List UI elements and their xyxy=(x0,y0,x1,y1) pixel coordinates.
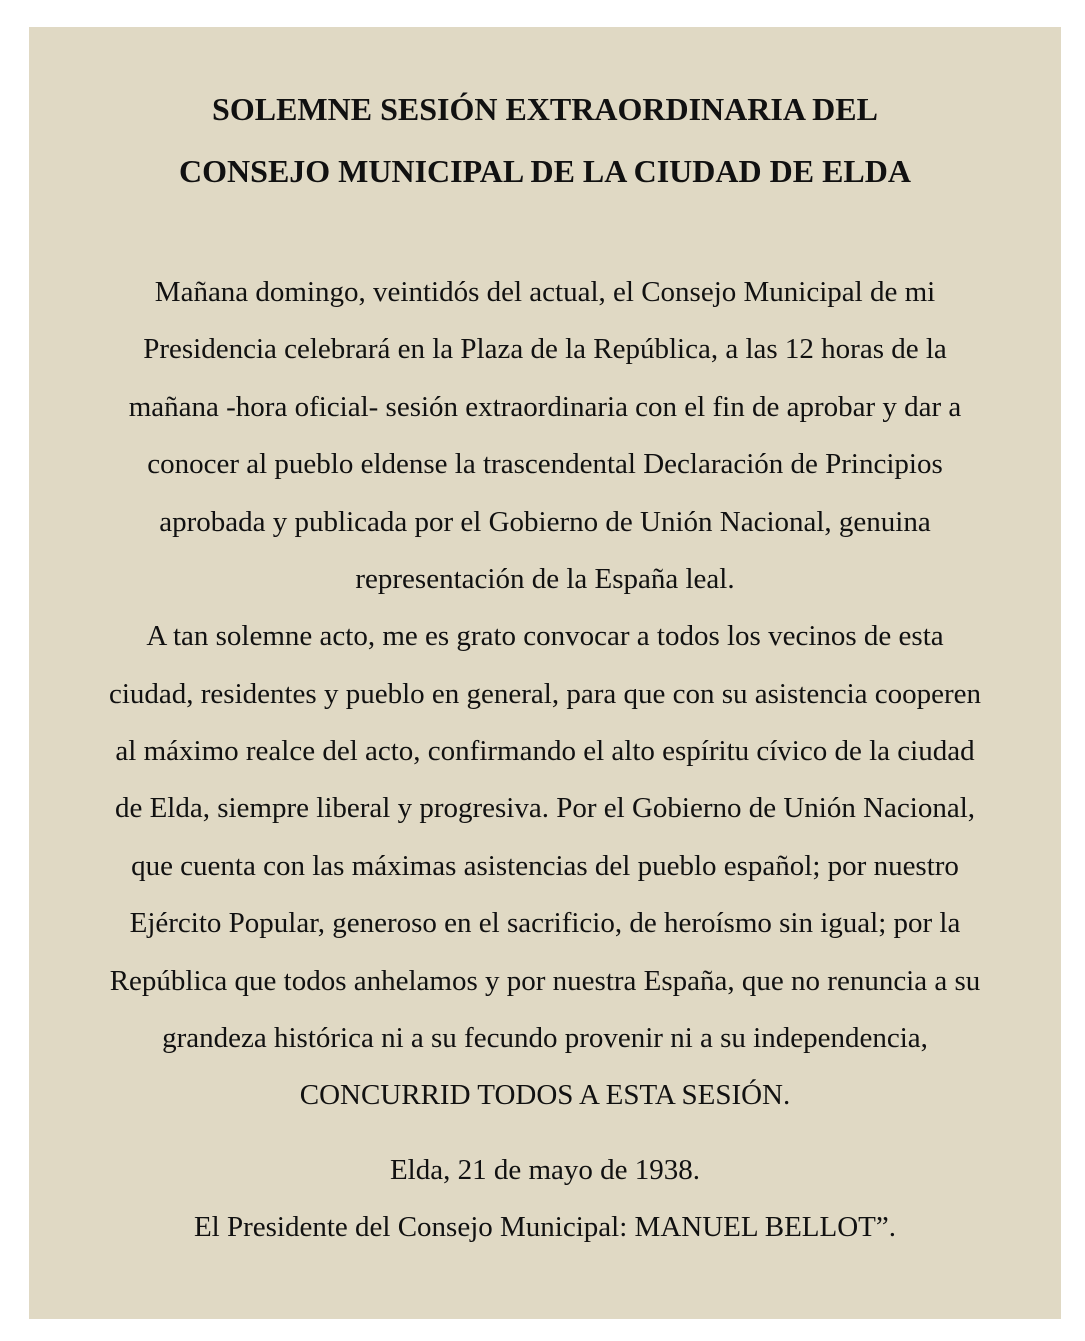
body-line: CONCURRID TODOS A ESTA SESIÓN. xyxy=(299,1079,791,1111)
body-line: Mañana domingo, veintidós del actual, el Consejo Municipal de mi xyxy=(154,276,936,308)
body-line: ciudad, residentes y pueblo en general, para que con su asistencia cooperen xyxy=(108,678,982,710)
body-line: A tan solemne acto, me es grato convocar a todos los vecinos de esta xyxy=(146,620,944,652)
title-line-1: SOLEMNE SESIÓN EXTRAORDINARIA DEL xyxy=(212,91,878,127)
signature-line: El Presidente del Consejo Municipal: MANUEL BELLOT”. xyxy=(193,1211,897,1243)
body-line: de Elda, siempre liberal y progresiva. Por el Gobierno de Unión Nacional, xyxy=(114,792,976,824)
date-line: Elda, 21 de mayo de 1938. xyxy=(389,1154,701,1186)
body-line: representación de la España leal. xyxy=(355,563,735,595)
body-line: mañana -hora oficial- sesión extraordinaria con el fin de aprobar y dar a xyxy=(128,391,962,423)
document-panel xyxy=(29,27,1061,1319)
body-line: grandeza histórica ni a su fecundo provenir ni a su independencia, xyxy=(162,1022,928,1054)
title-line-2: CONSEJO MUNICIPAL DE LA CIUDAD DE ELDA xyxy=(179,153,911,189)
body-line: Ejército Popular, generoso en el sacrificio, de heroísmo sin igual; por la xyxy=(129,907,961,939)
body-line: al máximo realce del acto, confirmando el alto espíritu cívico de la ciudad xyxy=(115,735,975,767)
body-line: conocer al pueblo eldense la trascendental Declaración de Principios xyxy=(147,448,943,480)
body-line: República que todos anhelamos y por nuestra España, que no renuncia a su xyxy=(109,965,981,997)
body-line: que cuenta con las máximas asistencias del pueblo español; por nuestro xyxy=(131,850,959,882)
body-line: Presidencia celebrará en la Plaza de la República, a las 12 horas de la xyxy=(143,333,947,365)
body-line: aprobada y publicada por el Gobierno de Unión Nacional, genuina xyxy=(159,506,931,538)
